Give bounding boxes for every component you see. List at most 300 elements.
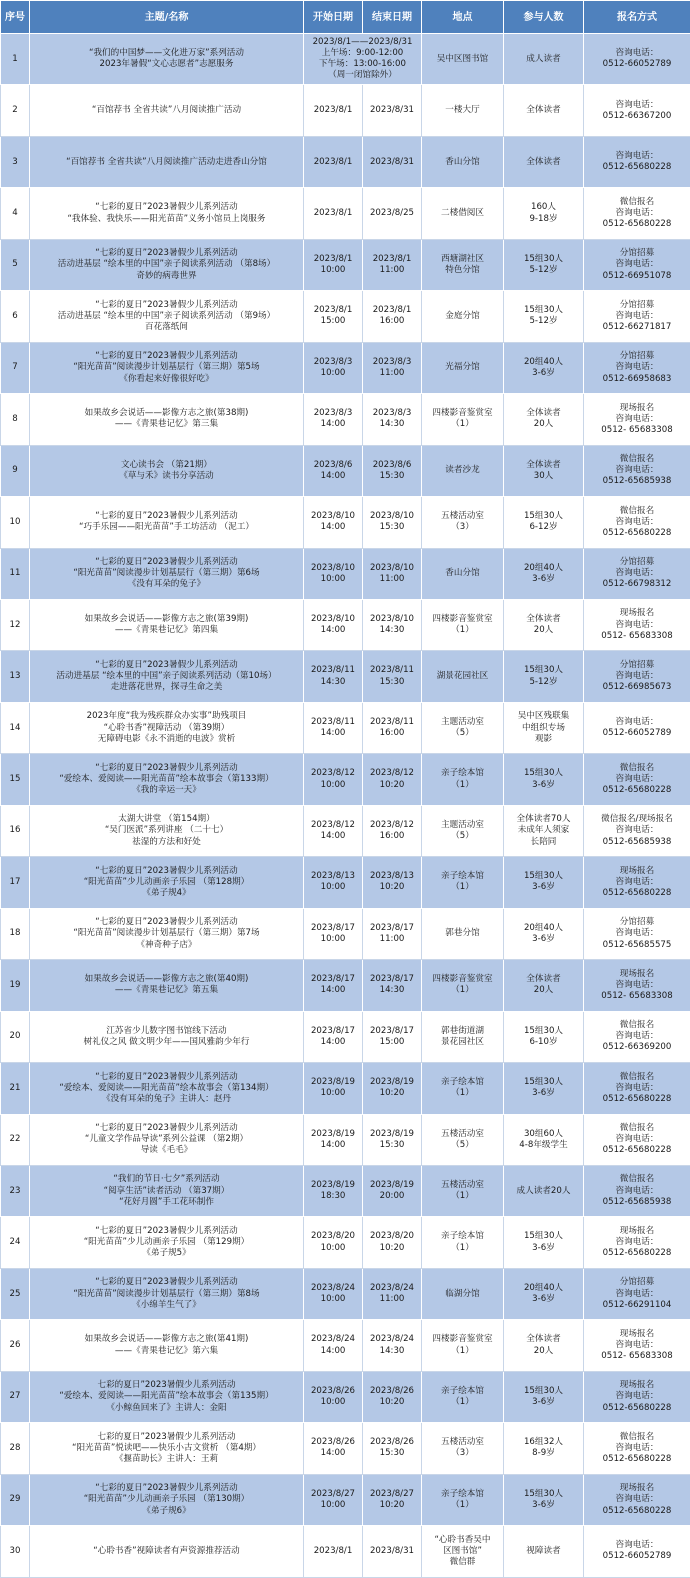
cell-signup	[584, 960, 690, 1011]
cell-participants-line: 15组30人	[506, 305, 581, 316]
cell-topic-line: 七彩的夏日”2023暑假少儿系列活动	[32, 1380, 301, 1391]
cell-signup-line: 现场报名	[586, 1380, 688, 1391]
cell-no: 8	[1, 394, 30, 445]
header-topic: 主题/名称	[30, 1, 304, 34]
cell-topic-line: “百馆荐书 全省共读”八月阅读推广活动	[32, 105, 301, 116]
cell-participants-line: 15组30人	[506, 1077, 581, 1088]
cell-topic-line: 如果故乡会说话——影像方志之旅(第41期)	[32, 1334, 301, 1345]
cell-topic-line: “吴门医派”系列讲座 （二十七）	[32, 825, 301, 836]
cell-location-line: 光福分馆	[424, 362, 501, 373]
cell-participants-line: 160人	[506, 202, 581, 213]
cell-start-date-line: 10:00	[306, 265, 360, 276]
cell-signup-line: 0512-65685938	[586, 476, 688, 487]
cell-location	[422, 1526, 504, 1577]
cell-location-line: 景花园社区	[424, 1037, 501, 1048]
cell-participants-line: 20组40人	[506, 1283, 581, 1294]
cell-signup-line: 0512-66951078	[586, 271, 688, 282]
cell-participants	[504, 1114, 584, 1165]
header-end-date: 结束日期	[363, 1, 422, 34]
cell-participants-line: 全体读者	[506, 1334, 581, 1345]
cell-end-date-line: 10:20	[365, 1500, 419, 1511]
cell-location-line: 西塘湖社区	[424, 254, 501, 265]
cell-end-date	[363, 1474, 422, 1525]
cell-participants-line: 全体读者	[506, 157, 581, 168]
cell-topic	[30, 188, 304, 239]
cell-participants	[504, 651, 584, 702]
cell-signup	[584, 1217, 690, 1268]
cell-end-date-line: 11:00	[365, 574, 419, 585]
cell-end-date-line: 2023/8/10	[365, 563, 419, 574]
cell-signup	[584, 651, 690, 702]
cell-location-line: （1）	[424, 882, 501, 893]
cell-participants	[504, 1423, 584, 1474]
cell-start-date-line: 10:00	[306, 1294, 360, 1305]
cell-signup	[584, 754, 690, 805]
cell-signup-line: 0512-66369200	[586, 1042, 688, 1053]
cell-signup-line: 微信报名	[586, 1432, 688, 1443]
cell-topic-line: “我们的节日·七夕”系列活动	[32, 1174, 301, 1185]
cell-topic-line: ——《青果巷记忆》第五集	[32, 985, 301, 996]
cell-topic-line: 无障碍电影《永不消逝的电波》赏析	[32, 734, 301, 745]
cell-participants-line: 成人读者20人	[506, 1186, 581, 1197]
cell-signup	[584, 1320, 690, 1371]
cell-signup	[584, 1063, 690, 1114]
cell-end-date-line: 2023/8/31	[365, 157, 419, 168]
cell-participants-line: 15组30人	[506, 1489, 581, 1500]
cell-participants	[504, 1165, 584, 1216]
cell-participants	[504, 1320, 584, 1371]
cell-participants	[504, 908, 584, 959]
cell-signup-line: 咨询电话：	[586, 414, 688, 425]
cell-signup-line: 现场报名	[586, 1329, 688, 1340]
cell-topic	[30, 1320, 304, 1371]
cell-start-date	[304, 239, 363, 290]
cell-participants-line: 5-12岁	[506, 677, 581, 688]
cell-end-date	[363, 394, 422, 445]
cell-signup-line: 咨询电话：	[586, 1237, 688, 1248]
cell-no: 19	[1, 960, 30, 1011]
cell-signup	[584, 548, 690, 599]
cell-no: 14	[1, 702, 30, 753]
cell-signup-line: 咨询电话：	[586, 259, 688, 270]
table-row	[1, 805, 690, 856]
cell-location-line: 金庭分馆	[424, 311, 501, 322]
cell-participants-line: 20组40人	[506, 357, 581, 368]
cell-participants-line: 全体读者	[506, 974, 581, 985]
cell-topic-line: 树礼仪之风 做文明少年——国风雅韵少年行	[32, 1037, 301, 1048]
cell-participants-line: 20组40人	[506, 923, 581, 934]
cell-start-date	[304, 85, 363, 136]
cell-participants-line: 4-8年级学生	[506, 1140, 581, 1151]
cell-no: 17	[1, 857, 30, 908]
cell-signup	[584, 1165, 690, 1216]
cell-start-date	[304, 1114, 363, 1165]
cell-signup	[584, 1526, 690, 1577]
cell-topic-line: “我体验、我快乐——阳光苗苗”义务小馆员上岗服务	[32, 214, 301, 225]
cell-end-date	[363, 702, 422, 753]
cell-end-date-line: 2023/8/1	[365, 305, 419, 316]
cell-location	[422, 857, 504, 908]
cell-signup-line: 咨询电话：	[586, 671, 688, 682]
cell-location-line: 一楼大厅	[424, 105, 501, 116]
cell-start-date	[304, 1526, 363, 1577]
cell-end-date-line: 14:30	[365, 1346, 419, 1357]
cell-participants	[504, 702, 584, 753]
cell-location	[422, 651, 504, 702]
cell-location	[422, 342, 504, 393]
cell-signup	[584, 394, 690, 445]
cell-location-line: 微信群	[424, 1557, 501, 1568]
cell-signup-line: 咨询电话：	[586, 465, 688, 476]
cell-location	[422, 1320, 504, 1371]
cell-topic-line: “七彩的夏日”2023暑假少儿系列活动	[32, 660, 301, 671]
cell-location	[422, 754, 504, 805]
cell-topic-line: 《神奇种子店》	[32, 940, 301, 951]
cell-topic-line: “七彩的夏日”2023暑假少儿系列活动	[32, 248, 301, 259]
cell-end-date-line: 2023/8/3	[365, 408, 419, 419]
cell-location-line: 香山分馆	[424, 157, 501, 168]
cell-start-date	[304, 1217, 363, 1268]
cell-no: 25	[1, 1268, 30, 1319]
cell-topic-line: 2023年度“我为残疾群众办实事”助残项目	[32, 711, 301, 722]
cell-participants-line: 5-12岁	[506, 316, 581, 327]
cell-participants-line: 3-6岁	[506, 934, 581, 945]
cell-signup-line: 0512-65680228	[586, 1506, 688, 1517]
table-row	[1, 1217, 690, 1268]
cell-location-line: 亲子绘本馆	[424, 1077, 501, 1088]
cell-participants-line: 3-6岁	[506, 882, 581, 893]
cell-location	[422, 1217, 504, 1268]
cell-start-date	[304, 857, 363, 908]
cell-topic-line: 《没有耳朵的兔子》	[32, 579, 301, 590]
cell-end-date-line: 2023/8/11	[365, 665, 419, 676]
cell-location	[422, 1011, 504, 1062]
cell-location-line: （1）	[424, 1191, 501, 1202]
cell-signup-line: 咨询电话：	[586, 208, 688, 219]
cell-signup-line: 0512- 65683308	[586, 631, 688, 642]
cell-participants-line: 20组40人	[506, 563, 581, 574]
cell-signup-line: 咨询电话：	[586, 1134, 688, 1145]
cell-end-date-line: 11:00	[365, 368, 419, 379]
cell-signup-line: 咨询电话：	[586, 774, 688, 785]
cell-start-date-line: 2023/8/12	[306, 820, 360, 831]
cell-topic	[30, 702, 304, 753]
table-row	[1, 960, 690, 1011]
cell-end-date-line: 10:20	[365, 882, 419, 893]
cell-topic-line: 活动进基层 “绘本里的中国”亲子阅读系列活动（第10场）	[32, 671, 301, 682]
cell-no: 15	[1, 754, 30, 805]
cell-location	[422, 908, 504, 959]
cell-topic	[30, 1474, 304, 1525]
cell-signup	[584, 1423, 690, 1474]
cell-signup-line: 咨询电话：	[586, 825, 688, 836]
cell-signup-line: 咨询电话：	[586, 1540, 688, 1551]
cell-topic	[30, 1371, 304, 1422]
cell-participants-line: 6-12岁	[506, 522, 581, 533]
cell-location-line: 四楼影音鉴赏室	[424, 974, 501, 985]
cell-participants	[504, 136, 584, 187]
cell-end-date	[363, 960, 422, 1011]
cell-start-date-line: 10:00	[306, 1500, 360, 1511]
cell-signup	[584, 342, 690, 393]
cell-topic-line: 文心读书会 （第21期）	[32, 460, 301, 471]
cell-participants-line: 20人	[506, 419, 581, 430]
cell-start-date-line: 2023/8/19	[306, 1077, 360, 1088]
cell-end-date	[363, 85, 422, 136]
cell-start-date-line: 2023/8/27	[306, 1489, 360, 1500]
cell-participants-line: 15组30人	[506, 254, 581, 265]
cell-topic	[30, 1526, 304, 1577]
cell-signup-line: 分馆招募	[586, 557, 688, 568]
cell-end-date-line: 2023/8/24	[365, 1283, 419, 1294]
cell-signup-line: 咨询电话：	[586, 48, 688, 59]
cell-end-date	[363, 754, 422, 805]
cell-participants-line: 长陪同	[506, 837, 581, 848]
cell-location-line: 四楼影音鉴赏室	[424, 614, 501, 625]
cell-end-date-line: 16:00	[365, 728, 419, 739]
cell-participants-line: 30人	[506, 471, 581, 482]
cell-location	[422, 1114, 504, 1165]
cell-topic-line: “阳光苗苗”阅读漫步计划基层行（第三期）第5场	[32, 362, 301, 373]
cell-participants-line: 中组织专场	[506, 723, 581, 734]
cell-end-date-line: 2023/8/10	[365, 614, 419, 625]
cell-start-date	[304, 291, 363, 342]
cell-signup-line: 0512-66367200	[586, 111, 688, 122]
cell-signup-line: 微信报名	[586, 1174, 688, 1185]
cell-signup-line: 0512-66958683	[586, 374, 688, 385]
cell-start-date-line: 2023/8/13	[306, 871, 360, 882]
cell-location	[422, 1371, 504, 1422]
cell-start-date	[304, 394, 363, 445]
cell-signup-line: 咨询电话：	[586, 1443, 688, 1454]
cell-end-date	[363, 188, 422, 239]
cell-topic-line: 《没有耳朵的兔子》主讲人：赵丹	[32, 1094, 301, 1105]
cell-end-date-line: 16:00	[365, 316, 419, 327]
cell-topic-line: “花好月圆”手工花环制作	[32, 1197, 301, 1208]
cell-participants-line: 全体读者	[506, 408, 581, 419]
cell-topic-line: 《弟子规5》	[32, 1248, 301, 1259]
cell-topic	[30, 651, 304, 702]
cell-topic	[30, 1063, 304, 1114]
header-start-date: 开始日期	[304, 1, 363, 34]
table-row	[1, 599, 690, 650]
cell-participants-line: 6-10岁	[506, 1037, 581, 1048]
cell-participants-line: 9-18岁	[506, 214, 581, 225]
cell-location-line: 五楼活动室	[424, 1129, 501, 1140]
cell-start-date-line: 14:00	[306, 985, 360, 996]
cell-start-date-line: 10:00	[306, 882, 360, 893]
cell-topic-line: 《揠苗助长》主讲人：王莉	[32, 1454, 301, 1465]
cell-start-date-line: 2023/8/17	[306, 974, 360, 985]
cell-end-date	[363, 1217, 422, 1268]
cell-signup-line: 咨询电话：	[586, 717, 688, 728]
cell-end-date	[363, 1371, 422, 1422]
cell-participants-line: 15组30人	[506, 1026, 581, 1037]
cell-participants-line: 20人	[506, 985, 581, 996]
cell-topic-line: “七彩的夏日”2023暑假少儿系列活动	[32, 351, 301, 362]
cell-location-line: （1）	[424, 1346, 501, 1357]
cell-start-date	[304, 1371, 363, 1422]
cell-end-date-line: 2023/8/13	[365, 871, 419, 882]
cell-location-line: 四楼影音鉴赏室	[424, 408, 501, 419]
cell-start-date	[304, 1320, 363, 1371]
cell-topic-line: ——《青果巷记忆》第六集	[32, 1346, 301, 1357]
cell-signup-line: 咨询电话：	[586, 980, 688, 991]
cell-no: 20	[1, 1011, 30, 1062]
cell-topic	[30, 908, 304, 959]
cell-start-date	[304, 1268, 363, 1319]
cell-signup-line: 0512-65680228	[586, 162, 688, 173]
table-row	[1, 445, 690, 496]
cell-topic-line: “爱绘本、爱阅读——阳光苗苗”绘本故事会（第134期）	[32, 1083, 301, 1094]
cell-end-date-line: 2023/8/12	[365, 768, 419, 779]
cell-end-date	[363, 291, 422, 342]
cell-end-date-line: 2023/8/31	[365, 105, 419, 116]
cell-signup-line: 分馆招募	[586, 1277, 688, 1288]
cell-end-date-line: 20:00	[365, 1191, 419, 1202]
cell-topic-line: “七彩的夏日”2023暑假少儿系列活动	[32, 202, 301, 213]
cell-participants	[504, 1526, 584, 1577]
cell-start-date	[304, 1165, 363, 1216]
cell-signup	[584, 1011, 690, 1062]
cell-topic-line: “我们的中国梦——文化进万家”系列活动	[32, 48, 301, 59]
cell-topic	[30, 548, 304, 599]
cell-start-date-line: 14:00	[306, 1448, 360, 1459]
cell-signup	[584, 857, 690, 908]
cell-participants	[504, 1011, 584, 1062]
table-row	[1, 702, 690, 753]
cell-no: 6	[1, 291, 30, 342]
cell-participants-line: 全体读者	[506, 105, 581, 116]
cell-no: 13	[1, 651, 30, 702]
cell-start-date-line: 10:00	[306, 780, 360, 791]
cell-location-line: 区图书馆”	[424, 1546, 501, 1557]
cell-end-date	[363, 1063, 422, 1114]
table-row	[1, 1474, 690, 1525]
cell-topic-line: ——《青果巷记忆》第四集	[32, 625, 301, 636]
cell-location-line: 亲子绘本馆	[424, 1489, 501, 1500]
cell-signup-line: 0512-65685938	[586, 837, 688, 848]
cell-start-date-line: 2023/8/1	[306, 105, 360, 116]
cell-location-line: 亲子绘本馆	[424, 1231, 501, 1242]
cell-end-date-line: 16:00	[365, 831, 419, 842]
cell-location-line: 吴中区图书馆	[424, 54, 501, 65]
cell-signup-line: 0512-66798312	[586, 579, 688, 590]
cell-participants	[504, 1371, 584, 1422]
cell-signup-line: 咨询电话：	[586, 1289, 688, 1300]
cell-topic-line: “七彩的夏日”2023暑假少儿系列活动	[32, 917, 301, 928]
cell-signup	[584, 34, 690, 85]
cell-topic	[30, 34, 304, 85]
cell-end-date	[363, 857, 422, 908]
cell-location	[422, 394, 504, 445]
cell-topic-line: 《你看起来好像很好吃》	[32, 374, 301, 385]
cell-topic	[30, 445, 304, 496]
cell-end-date	[363, 136, 422, 187]
cell-signup-line: 咨询电话：	[586, 311, 688, 322]
cell-topic-line: “心聆书香”视障活动 （第39期）	[32, 723, 301, 734]
cell-signup-line: 分馆招募	[586, 660, 688, 671]
cell-start-date-line: 10:00	[306, 1088, 360, 1099]
cell-start-date-line: 2023/8/26	[306, 1437, 360, 1448]
cell-signup-line: 咨询电话：	[586, 877, 688, 888]
table-row	[1, 239, 690, 290]
cell-no: 24	[1, 1217, 30, 1268]
cell-signup-line: 现场报名	[586, 403, 688, 414]
cell-end-date-line: 2023/8/10	[365, 511, 419, 522]
cell-topic-line: “阳光苗苗”阅读漫步计划基层行（第三期）第7场	[32, 928, 301, 939]
cell-end-date-line: 14:30	[365, 419, 419, 430]
cell-start-date	[304, 342, 363, 393]
cell-location	[422, 497, 504, 548]
cell-end-date-line: 2023/8/26	[365, 1437, 419, 1448]
cell-start-date	[304, 908, 363, 959]
cell-location-line: 湖景花园社区	[424, 671, 501, 682]
cell-location-line: 读者沙龙	[424, 465, 501, 476]
cell-participants	[504, 394, 584, 445]
cell-topic-line: 《小绵羊生气了》	[32, 1300, 301, 1311]
cell-end-date-line: 2023/8/12	[365, 820, 419, 831]
cell-end-date-line: 2023/8/20	[365, 1231, 419, 1242]
cell-topic	[30, 960, 304, 1011]
cell-topic	[30, 1165, 304, 1216]
cell-signup-line: 咨询电话：	[586, 1391, 688, 1402]
cell-signup-line: 0512-65680228	[586, 219, 688, 230]
cell-start-date-line: 下午场：13:00-16:00	[306, 59, 419, 70]
cell-topic-line: “七彩的夏日”2023暑假少儿系列活动	[32, 1072, 301, 1083]
cell-signup	[584, 188, 690, 239]
header-location: 地点	[422, 1, 504, 34]
cell-end-date-line: 2023/8/1	[365, 254, 419, 265]
cell-start-date-line: 2023/8/24	[306, 1334, 360, 1345]
cell-signup-line: 微信报名/现场报名	[586, 814, 688, 825]
cell-topic-line: “阳光苗苗”少儿动画亲子乐园 （第129期）	[32, 1237, 301, 1248]
cell-participants-line: 视障读者	[506, 1546, 581, 1557]
cell-signup	[584, 497, 690, 548]
cell-topic-line: 祛湿的方法和好处	[32, 837, 301, 848]
cell-participants-line: 3-6岁	[506, 574, 581, 585]
table-row	[1, 136, 690, 187]
cell-signup	[584, 445, 690, 496]
cell-start-date-line: 2023/8/17	[306, 1026, 360, 1037]
table-row	[1, 34, 690, 85]
header-participants: 参与人数	[504, 1, 584, 34]
cell-start-date-line: （周一闭馆除外）	[306, 70, 419, 81]
cell-signup-line: 0512-65685938	[586, 1197, 688, 1208]
cell-location-line: （1）	[424, 985, 501, 996]
table-body	[1, 34, 690, 1578]
cell-participants-line: 全体读者	[506, 614, 581, 625]
cell-topic-line: 如果故乡会说话——影像方志之旅(第40期)	[32, 974, 301, 985]
cell-topic	[30, 85, 304, 136]
cell-end-date	[363, 908, 422, 959]
cell-location-line: 郭巷街道湖	[424, 1026, 501, 1037]
cell-location-line: （1）	[424, 1500, 501, 1511]
cell-start-date-line: 14:00	[306, 831, 360, 842]
cell-signup-line: 咨询电话：	[586, 1083, 688, 1094]
cell-topic	[30, 239, 304, 290]
cell-location-line: 主题活动室	[424, 820, 501, 831]
cell-start-date-line: 18:30	[306, 1191, 360, 1202]
cell-location-line: 临湖分馆	[424, 1289, 501, 1300]
cell-topic-line: 《弟子规6》	[32, 1506, 301, 1517]
cell-start-date-line: 10:00	[306, 1243, 360, 1254]
cell-end-date	[363, 1114, 422, 1165]
cell-topic-line: “阳光苗苗”悦读吧——快乐小古文赏析 （第4期）	[32, 1443, 301, 1454]
table-row	[1, 1320, 690, 1371]
cell-start-date-line: 15:00	[306, 316, 360, 327]
cell-start-date-line: 2023/8/19	[306, 1129, 360, 1140]
